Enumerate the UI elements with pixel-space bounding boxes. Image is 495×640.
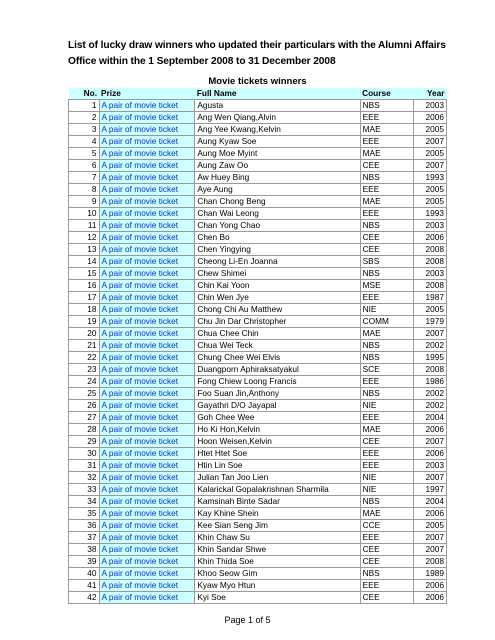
row-number: 2 — [69, 111, 100, 123]
row-number: 35 — [69, 507, 100, 519]
year-cell: 2005 — [414, 147, 447, 159]
row-number: 14 — [69, 255, 100, 267]
full-name-cell: Chen Yingying — [195, 243, 360, 255]
year-cell: 2005 — [414, 123, 447, 135]
table-row — [69, 411, 447, 423]
full-name-cell: Htin Lin Soe — [195, 459, 360, 471]
full-name-cell: Chew Shimei — [195, 267, 360, 279]
table-header-row — [69, 88, 447, 100]
year-cell: 2006 — [414, 423, 447, 435]
prize-cell: A pair of movie ticket — [99, 531, 195, 543]
row-number: 17 — [69, 291, 100, 303]
table-row — [69, 147, 447, 159]
header-course: Course — [360, 88, 414, 100]
full-name-cell: Duangporn Aphiraksatyakul — [195, 363, 360, 375]
prize-cell: A pair of movie ticket — [99, 303, 195, 315]
table-row — [69, 387, 447, 399]
full-name-cell: Kyaw Myo Htun — [195, 579, 360, 591]
table-row — [69, 375, 447, 387]
full-name-cell: Aw Huey Bing — [195, 171, 360, 183]
row-number: 23 — [69, 363, 100, 375]
prize-cell: A pair of movie ticket — [99, 507, 195, 519]
prize-cell: A pair of movie ticket — [99, 447, 195, 459]
table-row — [69, 327, 447, 339]
year-cell: 2008 — [414, 243, 447, 255]
course-cell: EEE — [360, 447, 414, 459]
header-full-name: Full Name — [195, 88, 360, 100]
row-number: 34 — [69, 495, 100, 507]
course-cell: CEE — [360, 543, 414, 555]
row-number: 1 — [69, 99, 100, 111]
year-cell: 1993 — [414, 207, 447, 219]
full-name-cell: Khin Chaw Su — [195, 531, 360, 543]
year-cell: 2004 — [414, 495, 447, 507]
full-name-cell: Kalarickal Gopalakrishnan Sharmila — [195, 483, 360, 495]
row-number: 5 — [69, 147, 100, 159]
row-number: 8 — [69, 183, 100, 195]
course-cell: SCE — [360, 363, 414, 375]
row-number: 24 — [69, 375, 100, 387]
course-cell: NBS — [360, 351, 414, 363]
table-row — [69, 459, 447, 471]
course-cell: CCE — [360, 519, 414, 531]
course-cell: EEE — [360, 291, 414, 303]
full-name-cell: Fong Chiew Loong Francis — [195, 375, 360, 387]
row-number: 32 — [69, 471, 100, 483]
table-row — [69, 495, 447, 507]
year-cell: 2005 — [414, 519, 447, 531]
year-cell: 1995 — [414, 351, 447, 363]
page-title: List of lucky draw winners who updated their particulars with the Alumni Affairs Office within the 1 September 2008 to 31 December 2008 — [68, 40, 446, 67]
year-cell: 2006 — [414, 231, 447, 243]
prize-cell: A pair of movie ticket — [99, 147, 195, 159]
prize-cell: A pair of movie ticket — [99, 339, 195, 351]
table-caption: Movie tickets winners — [208, 76, 307, 88]
year-cell: 1986 — [414, 375, 447, 387]
full-name-cell: Cheong Li-En Joanna — [195, 255, 360, 267]
prize-cell: A pair of movie ticket — [99, 279, 195, 291]
prize-cell: A pair of movie ticket — [99, 375, 195, 387]
full-name-cell: Hoon Weisen,Kelvin — [195, 435, 360, 447]
course-cell: NIE — [360, 303, 414, 315]
course-cell: NBS — [360, 219, 414, 231]
full-name-cell: Chan Wai Leong — [195, 207, 360, 219]
course-cell: EEE — [360, 375, 414, 387]
table-row — [69, 543, 447, 555]
winners-table — [68, 76, 447, 604]
row-number: 36 — [69, 519, 100, 531]
row-number: 11 — [69, 219, 100, 231]
year-cell: 1987 — [414, 291, 447, 303]
row-number: 38 — [69, 543, 100, 555]
table-row — [69, 315, 447, 327]
course-cell: EEE — [360, 531, 414, 543]
prize-cell: A pair of movie ticket — [99, 255, 195, 267]
course-cell: EEE — [360, 183, 414, 195]
course-cell: NBS — [360, 495, 414, 507]
year-cell: 2007 — [414, 471, 447, 483]
prize-cell: A pair of movie ticket — [99, 291, 195, 303]
table-row — [69, 279, 447, 291]
full-name-cell: Julian Tan Joo Lien — [195, 471, 360, 483]
row-number: 40 — [69, 567, 100, 579]
prize-cell: A pair of movie ticket — [99, 111, 195, 123]
course-cell: EEE — [360, 411, 414, 423]
table-row — [69, 267, 447, 279]
year-cell: 2006 — [414, 579, 447, 591]
full-name-cell: Chin Wen Jye — [195, 291, 360, 303]
table-row — [69, 135, 447, 147]
year-cell: 2002 — [414, 387, 447, 399]
year-cell: 2007 — [414, 327, 447, 339]
course-cell: EEE — [360, 135, 414, 147]
full-name-cell: Kay Khine Shein — [195, 507, 360, 519]
prize-cell: A pair of movie ticket — [99, 327, 195, 339]
course-cell: NBS — [360, 267, 414, 279]
table-row — [69, 171, 447, 183]
prize-cell: A pair of movie ticket — [99, 555, 195, 567]
full-name-cell: Chu Jin Dar Christopher — [195, 315, 360, 327]
full-name-cell: Chong Chi Au Matthew — [195, 303, 360, 315]
row-number: 9 — [69, 195, 100, 207]
course-cell: MAE — [360, 327, 414, 339]
full-name-cell: Khin Sandar Shwe — [195, 543, 360, 555]
prize-cell: A pair of movie ticket — [99, 159, 195, 171]
course-cell: NIE — [360, 483, 414, 495]
year-cell: 2005 — [414, 183, 447, 195]
year-cell: 2008 — [414, 279, 447, 291]
year-cell: 2004 — [414, 411, 447, 423]
year-cell: 2008 — [414, 555, 447, 567]
row-number: 6 — [69, 159, 100, 171]
course-cell: MAE — [360, 147, 414, 159]
year-cell: 1993 — [414, 171, 447, 183]
prize-cell: A pair of movie ticket — [99, 567, 195, 579]
prize-cell: A pair of movie ticket — [99, 231, 195, 243]
year-cell: 2007 — [414, 135, 447, 147]
row-number: 19 — [69, 315, 100, 327]
row-number: 26 — [69, 399, 100, 411]
prize-cell: A pair of movie ticket — [99, 243, 195, 255]
course-cell: MAE — [360, 423, 414, 435]
year-cell: 2003 — [414, 267, 447, 279]
year-cell: 2003 — [414, 219, 447, 231]
prize-cell: A pair of movie ticket — [99, 495, 195, 507]
course-cell: CEE — [360, 159, 414, 171]
prize-cell: A pair of movie ticket — [99, 99, 195, 111]
course-cell: NBS — [360, 567, 414, 579]
table-row — [69, 291, 447, 303]
table-row — [69, 99, 447, 111]
row-number: 25 — [69, 387, 100, 399]
row-number: 42 — [69, 591, 100, 603]
course-cell: NBS — [360, 171, 414, 183]
row-number: 27 — [69, 411, 100, 423]
prize-cell: A pair of movie ticket — [99, 423, 195, 435]
table-row — [69, 255, 447, 267]
table-row — [69, 483, 447, 495]
prize-cell: A pair of movie ticket — [99, 171, 195, 183]
year-cell: 2003 — [414, 459, 447, 471]
course-cell: SBS — [360, 255, 414, 267]
table-row — [69, 423, 447, 435]
prize-cell: A pair of movie ticket — [99, 315, 195, 327]
prize-cell: A pair of movie ticket — [99, 543, 195, 555]
row-number: 21 — [69, 339, 100, 351]
table-row — [69, 123, 447, 135]
row-number: 39 — [69, 555, 100, 567]
prize-cell: A pair of movie ticket — [99, 363, 195, 375]
row-number: 16 — [69, 279, 100, 291]
year-cell: 2006 — [414, 507, 447, 519]
table-row — [69, 471, 447, 483]
row-number: 15 — [69, 267, 100, 279]
full-name-cell: Khoo Seow Gim — [195, 567, 360, 579]
table-row — [69, 183, 447, 195]
row-number: 7 — [69, 171, 100, 183]
prize-cell: A pair of movie ticket — [99, 483, 195, 495]
full-name-cell: Aung Zaw Oo — [195, 159, 360, 171]
course-cell: MAE — [360, 507, 414, 519]
table-row — [69, 363, 447, 375]
course-cell: MAE — [360, 123, 414, 135]
table-row — [69, 231, 447, 243]
table-row — [69, 435, 447, 447]
full-name-cell: Chin Kai Yoon — [195, 279, 360, 291]
prize-cell: A pair of movie ticket — [99, 411, 195, 423]
course-cell: NIE — [360, 399, 414, 411]
row-number: 28 — [69, 423, 100, 435]
full-name-cell: Kyi Soe — [195, 591, 360, 603]
course-cell: NBS — [360, 339, 414, 351]
full-name-cell: Kee Sian Seng Jim — [195, 519, 360, 531]
course-cell: EEE — [360, 579, 414, 591]
course-cell: MSE — [360, 279, 414, 291]
prize-cell: A pair of movie ticket — [99, 471, 195, 483]
table-row — [69, 447, 447, 459]
full-name-cell: Kamsinah Binte Sadar — [195, 495, 360, 507]
table-row — [69, 567, 447, 579]
prize-cell: A pair of movie ticket — [99, 135, 195, 147]
full-name-cell: Khin Thida Soe — [195, 555, 360, 567]
row-number: 10 — [69, 207, 100, 219]
year-cell: 2005 — [414, 303, 447, 315]
course-cell: NIE — [360, 471, 414, 483]
full-name-cell: Goh Chee Wee — [195, 411, 360, 423]
prize-cell: A pair of movie ticket — [99, 195, 195, 207]
table-row — [69, 303, 447, 315]
course-cell: EEE — [360, 207, 414, 219]
row-number: 18 — [69, 303, 100, 315]
row-number: 33 — [69, 483, 100, 495]
row-number: 30 — [69, 447, 100, 459]
prize-cell: A pair of movie ticket — [99, 579, 195, 591]
prize-cell: A pair of movie ticket — [99, 591, 195, 603]
header-prize: Prize — [99, 88, 195, 100]
full-name-cell: Aung Moe Myint — [195, 147, 360, 159]
year-cell: 2007 — [414, 543, 447, 555]
full-name-cell: Ang Yee Kwang,Kelvin — [195, 123, 360, 135]
table-row — [69, 243, 447, 255]
full-name-cell: Chan Yong Chao — [195, 219, 360, 231]
year-cell: 2006 — [414, 591, 447, 603]
table-row — [69, 219, 447, 231]
table-row — [69, 591, 447, 603]
row-number: 3 — [69, 123, 100, 135]
table-row — [69, 159, 447, 171]
full-name-cell: Ho Ki Hon,Kelvin — [195, 423, 360, 435]
year-cell: 2007 — [414, 435, 447, 447]
course-cell: CEE — [360, 591, 414, 603]
prize-cell: A pair of movie ticket — [99, 183, 195, 195]
row-number: 37 — [69, 531, 100, 543]
year-cell: 1989 — [414, 567, 447, 579]
year-cell: 2006 — [414, 447, 447, 459]
header-year: Year — [414, 88, 447, 100]
full-name-cell: Chua Wei Teck — [195, 339, 360, 351]
prize-cell: A pair of movie ticket — [99, 207, 195, 219]
row-number: 4 — [69, 135, 100, 147]
table-row — [69, 531, 447, 543]
table-row — [69, 195, 447, 207]
table-row — [69, 579, 447, 591]
year-cell: 2006 — [414, 111, 447, 123]
year-cell: 1979 — [414, 315, 447, 327]
row-number: 31 — [69, 459, 100, 471]
year-cell: 2007 — [414, 159, 447, 171]
table-row — [69, 207, 447, 219]
full-name-cell: Agusta — [195, 99, 360, 111]
prize-cell: A pair of movie ticket — [99, 123, 195, 135]
table-row — [69, 507, 447, 519]
row-number: 22 — [69, 351, 100, 363]
table-row — [69, 351, 447, 363]
row-number: 41 — [69, 579, 100, 591]
page-number: Page 1 of 5 — [224, 615, 271, 625]
course-cell: NBS — [360, 387, 414, 399]
prize-cell: A pair of movie ticket — [99, 435, 195, 447]
prize-cell: A pair of movie ticket — [99, 399, 195, 411]
year-cell: 2003 — [414, 99, 447, 111]
full-name-cell: Ang Wen Qiang,Alvin — [195, 111, 360, 123]
full-name-cell: Chen Bo — [195, 231, 360, 243]
year-cell: 2005 — [414, 195, 447, 207]
course-cell: MAE — [360, 195, 414, 207]
full-name-cell: Gayathri D/O Jayapal — [195, 399, 360, 411]
course-cell: EEE — [360, 459, 414, 471]
full-name-cell: Chan Chong Beng — [195, 195, 360, 207]
full-name-cell: Htet Htet Soe — [195, 447, 360, 459]
prize-cell: A pair of movie ticket — [99, 387, 195, 399]
year-cell: 1997 — [414, 483, 447, 495]
course-cell: COMM — [360, 315, 414, 327]
header-no: No. — [69, 88, 100, 100]
year-cell: 2008 — [414, 255, 447, 267]
course-cell: CEE — [360, 435, 414, 447]
full-name-cell: Foo Suan Jin,Anthony — [195, 387, 360, 399]
row-number: 13 — [69, 243, 100, 255]
course-cell: NBS — [360, 99, 414, 111]
course-cell: EEE — [360, 111, 414, 123]
table-row — [69, 111, 447, 123]
year-cell: 2002 — [414, 339, 447, 351]
year-cell: 2007 — [414, 531, 447, 543]
full-name-cell: Aung Kyaw Soe — [195, 135, 360, 147]
table-row — [69, 399, 447, 411]
course-cell: CEE — [360, 555, 414, 567]
full-name-cell: Aye Aung — [195, 183, 360, 195]
prize-cell: A pair of movie ticket — [99, 219, 195, 231]
course-cell: CEE — [360, 231, 414, 243]
row-number: 29 — [69, 435, 100, 447]
year-cell: 2008 — [414, 363, 447, 375]
prize-cell: A pair of movie ticket — [99, 519, 195, 531]
table-row — [69, 555, 447, 567]
full-name-cell: Chung Chee Wei Elvis — [195, 351, 360, 363]
prize-cell: A pair of movie ticket — [99, 267, 195, 279]
row-number: 12 — [69, 231, 100, 243]
full-name-cell: Chua Chee Chin — [195, 327, 360, 339]
course-cell: CEE — [360, 243, 414, 255]
table-row — [69, 339, 447, 351]
prize-cell: A pair of movie ticket — [99, 351, 195, 363]
year-cell: 2002 — [414, 399, 447, 411]
prize-cell: A pair of movie ticket — [99, 459, 195, 471]
table-row — [69, 519, 447, 531]
row-number: 20 — [69, 327, 100, 339]
